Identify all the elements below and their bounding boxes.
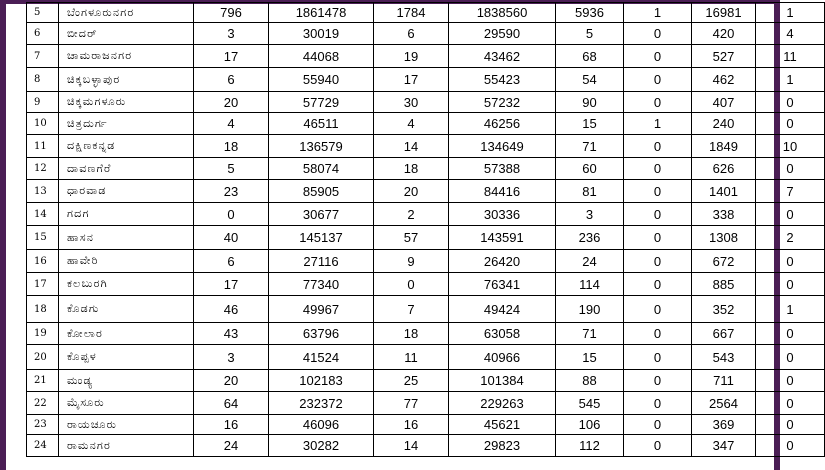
table-row [27, 23, 825, 45]
col-5-cell: 24 [556, 250, 624, 273]
district-name-cell: ಕೊಪ್ಪಳ [59, 345, 194, 370]
col-6-cell: 0 [624, 45, 692, 68]
table-row [27, 415, 825, 435]
serial-number-cell: 18 [27, 296, 59, 323]
serial-number-cell: 20 [27, 345, 59, 370]
col-3-cell: 1784 [374, 3, 449, 23]
district-name-cell: ಬೆಂಗಳೂರುನಗರ [59, 3, 194, 23]
col-2-cell: 85905 [269, 180, 374, 203]
col-1-cell: 796 [194, 3, 269, 23]
col-6-cell: 0 [624, 68, 692, 92]
col-5-cell: 90 [556, 92, 624, 113]
col-7-cell: 240 [692, 113, 756, 135]
col-3-cell: 77 [374, 392, 449, 415]
table-row [27, 45, 825, 68]
table-row [27, 3, 825, 23]
col-2-cell: 30019 [269, 23, 374, 45]
col-8-cell: 7 [756, 180, 825, 203]
col-6-cell: 0 [624, 415, 692, 435]
col-3-cell: 18 [374, 323, 449, 345]
col-1-cell: 40 [194, 226, 269, 250]
col-2-cell: 44068 [269, 45, 374, 68]
col-8-cell: 11 [756, 45, 825, 68]
col-4-cell: 55423 [449, 68, 556, 92]
district-name-cell: ಹಾವೇರಿ [59, 250, 194, 273]
table-row [27, 92, 825, 113]
table-row [27, 250, 825, 273]
col-5-cell: 88 [556, 370, 624, 392]
table-row [27, 296, 825, 323]
serial-number-cell: 15 [27, 226, 59, 250]
col-6-cell: 0 [624, 323, 692, 345]
col-5-cell: 15 [556, 113, 624, 135]
district-name-cell: ಕಲಬುರಗಿ [59, 273, 194, 296]
district-name-cell: ಚಿಕ್ಕಮಗಳೂರು [59, 92, 194, 113]
col-7-cell: 407 [692, 92, 756, 113]
col-5-cell: 71 [556, 135, 624, 158]
col-1-cell: 43 [194, 323, 269, 345]
col-3-cell: 19 [374, 45, 449, 68]
col-6-cell: 0 [624, 92, 692, 113]
col-3-cell: 7 [374, 296, 449, 323]
col-7-cell: 1401 [692, 180, 756, 203]
col-2-cell: 63796 [269, 323, 374, 345]
col-6-cell: 0 [624, 226, 692, 250]
col-8-cell: 0 [756, 345, 825, 370]
col-4-cell: 29590 [449, 23, 556, 45]
district-name-cell: ಚಿಕ್ಕಬಳ್ಳಾಪುರ [59, 68, 194, 92]
col-8-cell: 0 [756, 92, 825, 113]
col-8-cell: 0 [756, 203, 825, 226]
col-3-cell: 14 [374, 435, 449, 457]
serial-number-cell: 5 [27, 3, 59, 23]
col-8-cell: 10 [756, 135, 825, 158]
serial-number-cell: 14 [27, 203, 59, 226]
col-4-cell: 134649 [449, 135, 556, 158]
col-6-cell: 1 [624, 113, 692, 135]
col-4-cell: 143591 [449, 226, 556, 250]
col-2-cell: 41524 [269, 345, 374, 370]
district-name-cell: ಹಾಸನ [59, 226, 194, 250]
col-4-cell: 45621 [449, 415, 556, 435]
serial-number-cell: 24 [27, 435, 59, 457]
col-2-cell: 49967 [269, 296, 374, 323]
district-name-cell: ಬೀದರ್ [59, 23, 194, 45]
col-1-cell: 17 [194, 45, 269, 68]
col-1-cell: 3 [194, 345, 269, 370]
district-name-cell: ದಕ್ಷಿಣಕನ್ನಡ [59, 135, 194, 158]
col-6-cell: 0 [624, 345, 692, 370]
serial-number-cell: 11 [27, 135, 59, 158]
table-row [27, 226, 825, 250]
table-row [27, 435, 825, 457]
col-7-cell: 543 [692, 345, 756, 370]
col-5-cell: 545 [556, 392, 624, 415]
col-6-cell: 0 [624, 435, 692, 457]
col-4-cell: 101384 [449, 370, 556, 392]
col-4-cell: 29823 [449, 435, 556, 457]
table-row [27, 345, 825, 370]
col-1-cell: 64 [194, 392, 269, 415]
district-name-cell: ದಾವಣಗೆರೆ [59, 158, 194, 180]
col-3-cell: 57 [374, 226, 449, 250]
serial-number-cell: 16 [27, 250, 59, 273]
col-3-cell: 9 [374, 250, 449, 273]
col-3-cell: 30 [374, 92, 449, 113]
district-name-cell: ಗದಗ [59, 203, 194, 226]
col-8-cell: 0 [756, 250, 825, 273]
district-name-cell: ಮಂಡ್ಯ [59, 370, 194, 392]
col-7-cell: 352 [692, 296, 756, 323]
col-3-cell: 11 [374, 345, 449, 370]
col-6-cell: 0 [624, 180, 692, 203]
col-8-cell: 0 [756, 273, 825, 296]
col-5-cell: 71 [556, 323, 624, 345]
col-1-cell: 20 [194, 92, 269, 113]
col-2-cell: 55940 [269, 68, 374, 92]
col-3-cell: 2 [374, 203, 449, 226]
col-8-cell: 0 [756, 392, 825, 415]
col-1-cell: 6 [194, 250, 269, 273]
table-row [27, 370, 825, 392]
col-1-cell: 0 [194, 203, 269, 226]
col-4-cell: 26420 [449, 250, 556, 273]
col-3-cell: 16 [374, 415, 449, 435]
serial-number-cell: 12 [27, 158, 59, 180]
col-5-cell: 236 [556, 226, 624, 250]
col-3-cell: 20 [374, 180, 449, 203]
col-8-cell: 0 [756, 158, 825, 180]
serial-number-cell: 10 [27, 113, 59, 135]
col-4-cell: 1838560 [449, 3, 556, 23]
table-row [27, 323, 825, 345]
table-row [27, 158, 825, 180]
col-2-cell: 46511 [269, 113, 374, 135]
table-row [27, 180, 825, 203]
serial-number-cell: 7 [27, 45, 59, 68]
col-2-cell: 27116 [269, 250, 374, 273]
col-2-cell: 58074 [269, 158, 374, 180]
col-6-cell: 0 [624, 296, 692, 323]
col-7-cell: 338 [692, 203, 756, 226]
col-2-cell: 232372 [269, 392, 374, 415]
col-1-cell: 18 [194, 135, 269, 158]
district-name-cell: ಧಾರವಾಡ [59, 180, 194, 203]
col-6-cell: 0 [624, 158, 692, 180]
table-row [27, 392, 825, 415]
col-2-cell: 30677 [269, 203, 374, 226]
col-6-cell: 0 [624, 392, 692, 415]
serial-number-cell: 8 [27, 68, 59, 92]
col-5-cell: 60 [556, 158, 624, 180]
col-5-cell: 15 [556, 345, 624, 370]
col-3-cell: 18 [374, 158, 449, 180]
col-4-cell: 76341 [449, 273, 556, 296]
col-7-cell: 369 [692, 415, 756, 435]
table-row [27, 135, 825, 158]
col-4-cell: 49424 [449, 296, 556, 323]
col-6-cell: 0 [624, 273, 692, 296]
col-3-cell: 25 [374, 370, 449, 392]
col-8-cell: 0 [756, 435, 825, 457]
col-5-cell: 190 [556, 296, 624, 323]
table-row [27, 113, 825, 135]
col-8-cell: 1 [756, 68, 825, 92]
col-5-cell: 68 [556, 45, 624, 68]
col-7-cell: 672 [692, 250, 756, 273]
col-8-cell: 0 [756, 113, 825, 135]
col-7-cell: 527 [692, 45, 756, 68]
col-8-cell: 1 [756, 3, 825, 23]
district-name-cell: ರಾಯಚೂರು [59, 415, 194, 435]
col-7-cell: 1849 [692, 135, 756, 158]
col-7-cell: 711 [692, 370, 756, 392]
col-5-cell: 54 [556, 68, 624, 92]
col-3-cell: 6 [374, 23, 449, 45]
serial-number-cell: 19 [27, 323, 59, 345]
serial-number-cell: 22 [27, 392, 59, 415]
col-1-cell: 17 [194, 273, 269, 296]
col-4-cell: 40966 [449, 345, 556, 370]
col-8-cell: 4 [756, 23, 825, 45]
district-data-table [26, 2, 825, 457]
serial-number-cell: 21 [27, 370, 59, 392]
col-5-cell: 5936 [556, 3, 624, 23]
table-body [27, 3, 825, 457]
col-4-cell: 229263 [449, 392, 556, 415]
serial-number-cell: 17 [27, 273, 59, 296]
col-2-cell: 57729 [269, 92, 374, 113]
col-6-cell: 0 [624, 203, 692, 226]
district-name-cell: ಕೋಲಾರ [59, 323, 194, 345]
serial-number-cell: 6 [27, 23, 59, 45]
col-5-cell: 112 [556, 435, 624, 457]
page-border-left [0, 0, 6, 470]
district-name-cell: ಚಾಮರಾಜನಗರ [59, 45, 194, 68]
col-5-cell: 81 [556, 180, 624, 203]
col-2-cell: 46096 [269, 415, 374, 435]
col-7-cell: 1308 [692, 226, 756, 250]
serial-number-cell: 13 [27, 180, 59, 203]
col-5-cell: 3 [556, 203, 624, 226]
col-7-cell: 2564 [692, 392, 756, 415]
col-4-cell: 57388 [449, 158, 556, 180]
col-7-cell: 420 [692, 23, 756, 45]
col-1-cell: 23 [194, 180, 269, 203]
col-4-cell: 46256 [449, 113, 556, 135]
table-row [27, 273, 825, 296]
district-name-cell: ಚಿತ್ರದುರ್ಗ [59, 113, 194, 135]
col-3-cell: 14 [374, 135, 449, 158]
col-2-cell: 145137 [269, 226, 374, 250]
col-1-cell: 5 [194, 158, 269, 180]
col-1-cell: 4 [194, 113, 269, 135]
district-name-cell: ರಾಮನಗರ [59, 435, 194, 457]
col-3-cell: 4 [374, 113, 449, 135]
col-1-cell: 6 [194, 68, 269, 92]
table-row [27, 68, 825, 92]
col-5-cell: 5 [556, 23, 624, 45]
col-7-cell: 16981 [692, 3, 756, 23]
col-7-cell: 462 [692, 68, 756, 92]
col-1-cell: 16 [194, 415, 269, 435]
district-name-cell: ಕೊಡಗು [59, 296, 194, 323]
serial-number-cell: 9 [27, 92, 59, 113]
col-6-cell: 0 [624, 370, 692, 392]
col-3-cell: 0 [374, 273, 449, 296]
col-4-cell: 30336 [449, 203, 556, 226]
col-2-cell: 77340 [269, 273, 374, 296]
col-5-cell: 106 [556, 415, 624, 435]
col-8-cell: 2 [756, 226, 825, 250]
col-8-cell: 0 [756, 323, 825, 345]
district-name-cell: ಮೈಸೂರು [59, 392, 194, 415]
col-2-cell: 30282 [269, 435, 374, 457]
col-4-cell: 63058 [449, 323, 556, 345]
col-4-cell: 43462 [449, 45, 556, 68]
col-1-cell: 46 [194, 296, 269, 323]
col-8-cell: 0 [756, 370, 825, 392]
col-7-cell: 885 [692, 273, 756, 296]
col-3-cell: 17 [374, 68, 449, 92]
col-2-cell: 136579 [269, 135, 374, 158]
col-1-cell: 3 [194, 23, 269, 45]
col-7-cell: 347 [692, 435, 756, 457]
col-6-cell: 0 [624, 250, 692, 273]
col-6-cell: 0 [624, 23, 692, 45]
col-4-cell: 84416 [449, 180, 556, 203]
col-2-cell: 1861478 [269, 3, 374, 23]
col-5-cell: 114 [556, 273, 624, 296]
col-4-cell: 57232 [449, 92, 556, 113]
col-2-cell: 102183 [269, 370, 374, 392]
col-8-cell: 1 [756, 296, 825, 323]
col-8-cell: 0 [756, 415, 825, 435]
col-7-cell: 667 [692, 323, 756, 345]
serial-number-cell: 23 [27, 415, 59, 435]
col-1-cell: 24 [194, 435, 269, 457]
col-6-cell: 1 [624, 3, 692, 23]
table-row [27, 203, 825, 226]
col-1-cell: 20 [194, 370, 269, 392]
col-7-cell: 626 [692, 158, 756, 180]
col-6-cell: 0 [624, 135, 692, 158]
